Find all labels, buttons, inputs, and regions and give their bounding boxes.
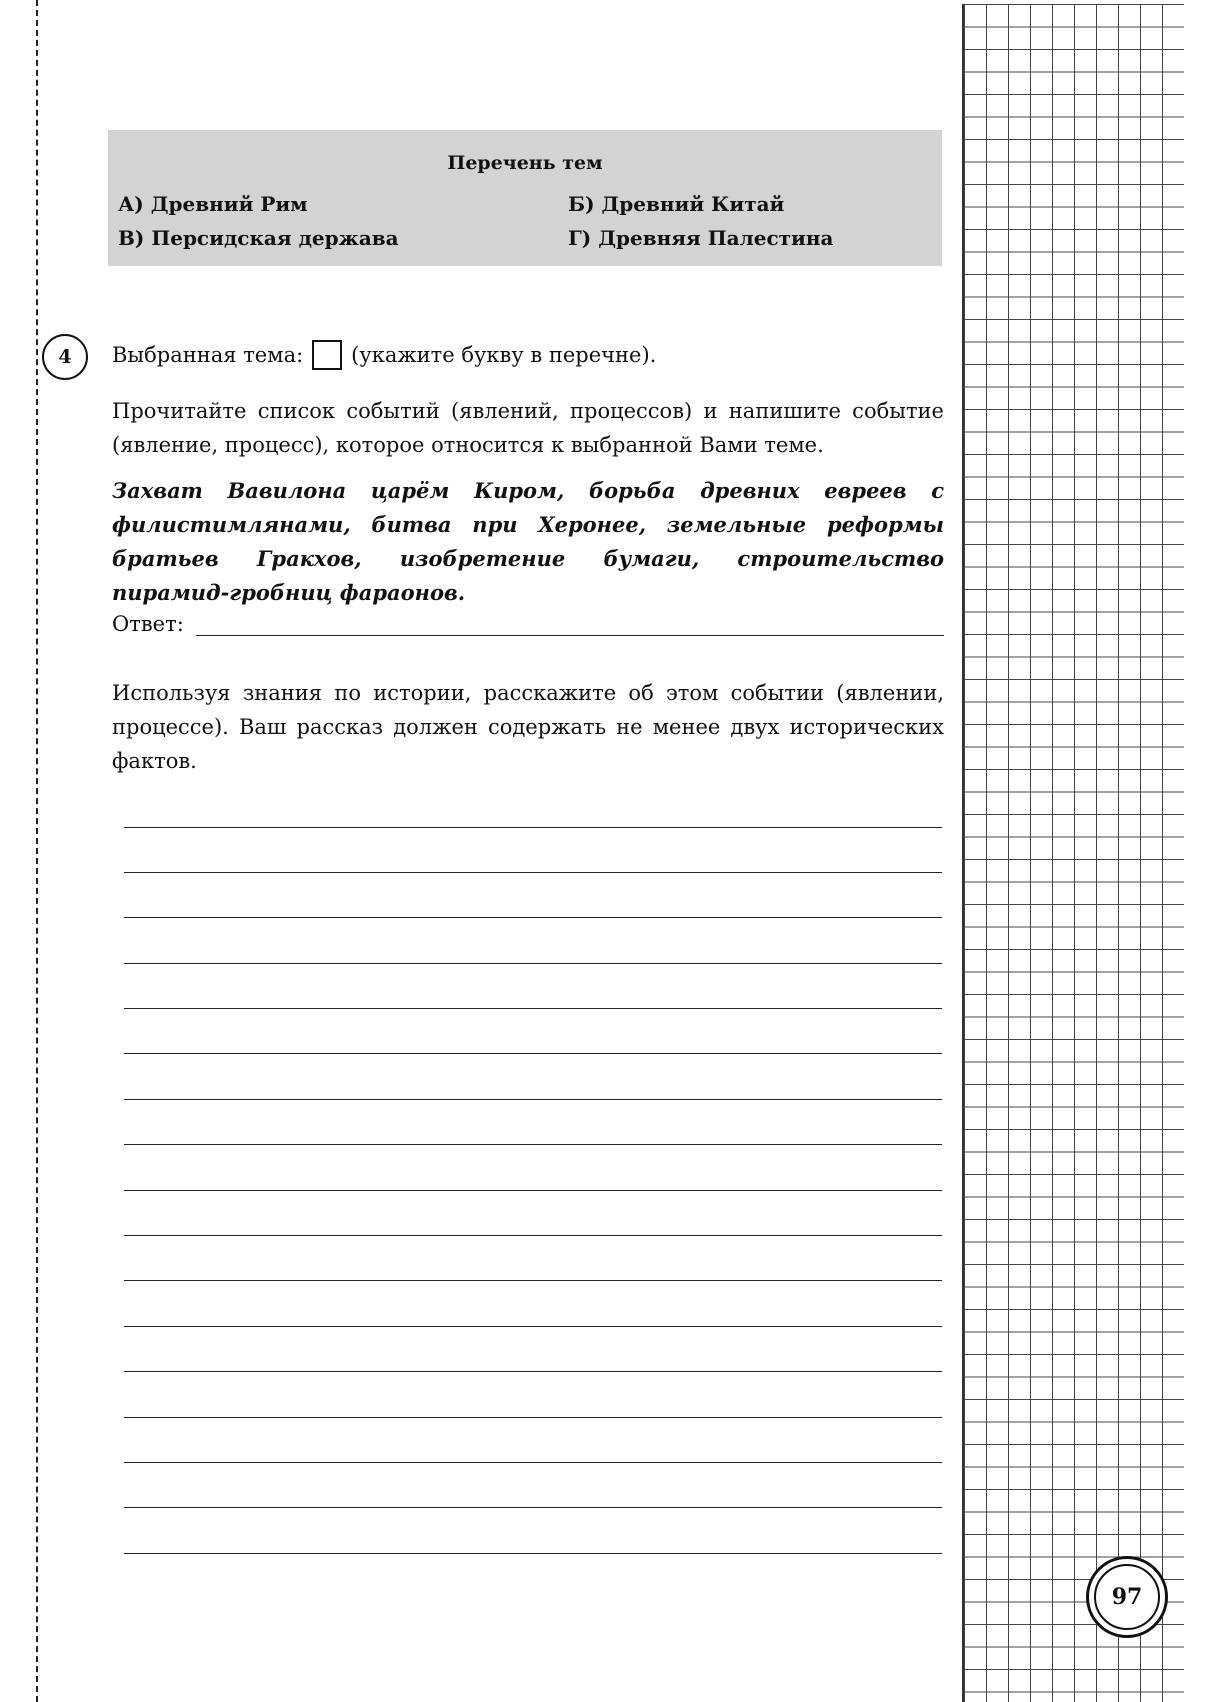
answer-line[interactable] — [196, 613, 944, 636]
events-list: Захват Вавилона царём Киром, борьба древних евреев с филистимлянами, битва при Херонее, земельные реформы братьев Гракхов, изобретение бумаги, строительство пирамид-гробниц фараонов. — [112, 478, 944, 605]
writing-line[interactable] — [124, 1463, 942, 1508]
topic-letter-box[interactable] — [312, 340, 342, 370]
writing-line[interactable] — [124, 828, 942, 873]
writing-line[interactable] — [124, 918, 942, 963]
task-number-badge: 4 — [42, 334, 88, 380]
writing-area[interactable] — [124, 826, 942, 1554]
writing-line[interactable] — [124, 1327, 942, 1372]
chosen-topic-row — [112, 340, 656, 370]
chosen-topic-suffix: (укажите букву в перечне). — [351, 343, 657, 367]
writing-line[interactable] — [124, 873, 942, 918]
writing-line[interactable] — [124, 1191, 942, 1236]
margin-grid — [962, 4, 1184, 1702]
answer-row — [112, 612, 944, 636]
topic-item-b: Б) Древний Китай — [568, 192, 785, 216]
page-number: 97 — [1094, 1564, 1160, 1630]
topic-item-a: А) Древний Рим — [118, 192, 308, 216]
writing-line[interactable] — [124, 964, 942, 1009]
task-instruction: Прочитайте список событий (явлений, процессов) и напишите событие (явление, процесс), которое относится к выбранной Вами теме. — [112, 399, 944, 457]
writing-line[interactable] — [124, 1145, 942, 1190]
writing-line[interactable] — [124, 1508, 942, 1553]
answer-label: Ответ: — [112, 612, 184, 636]
topics-title: Перечень тем — [447, 152, 603, 174]
writing-line[interactable] — [124, 1236, 942, 1281]
topic-item-g: Г) Древняя Палестина — [568, 226, 834, 250]
page-number-badge — [1086, 1556, 1168, 1638]
writing-line[interactable] — [124, 1054, 942, 1099]
cut-line — [36, 0, 38, 1702]
writing-line[interactable] — [124, 1100, 942, 1145]
writing-line[interactable] — [124, 1418, 942, 1463]
topic-item-v: В) Персидская держава — [118, 226, 399, 250]
topics-list-box — [108, 130, 942, 266]
writing-line[interactable] — [124, 1009, 942, 1054]
writing-line[interactable] — [124, 1372, 942, 1417]
writing-line[interactable] — [124, 1281, 942, 1326]
chosen-topic-prefix: Выбранная тема: — [112, 343, 304, 367]
story-instruction: Используя знания по истории, расскажите об этом событии (явлении, процессе). Ваш рассказ должен содержать не менее двух исторических фактов. — [112, 681, 944, 773]
